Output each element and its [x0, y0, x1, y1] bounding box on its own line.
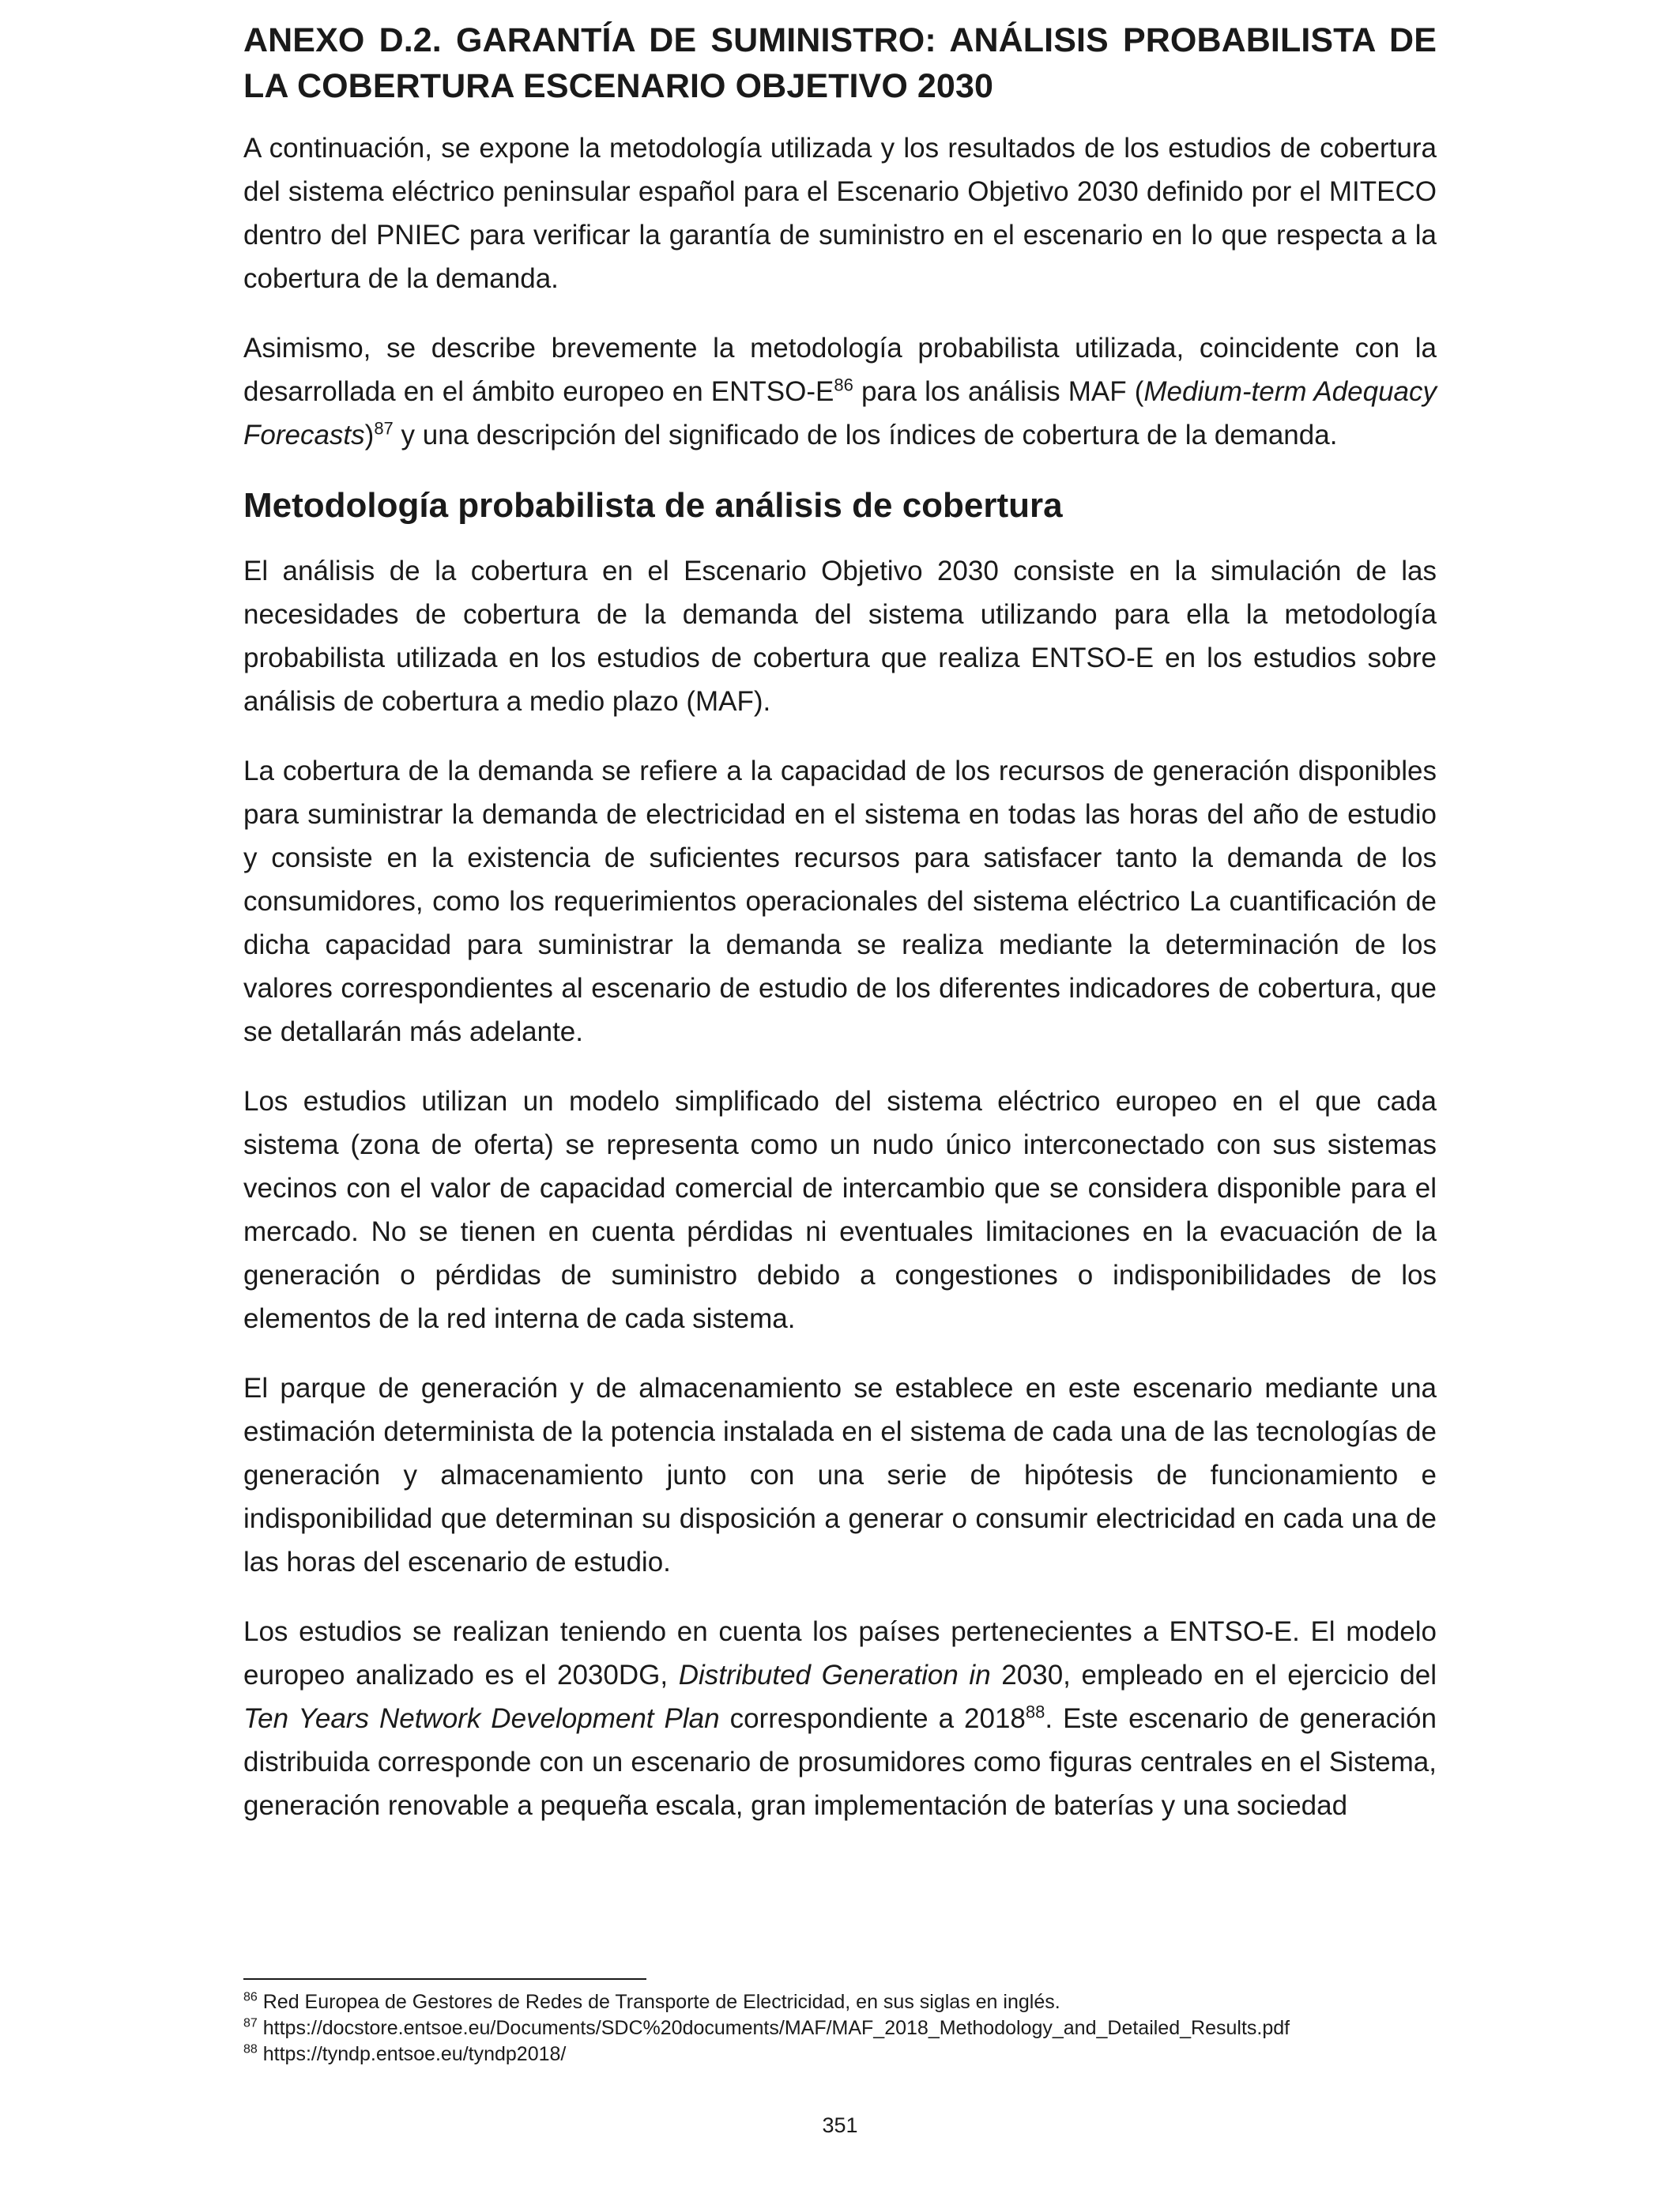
footnotes — [243, 1978, 1437, 2068]
analysis-paragraph: El análisis de la cobertura en el Escenario Objetivo 2030 consiste en la simulación de las necesidades de cobertura de la demanda del sistema utilizando para ella la metodología probabilista utilizada en los estudios de cobertura que realiza ENTSO-E en los estudios sobre análisis de cobertura a medio plazo (MAF). — [243, 556, 1437, 717]
text-run: . Este escenario de generación distribuida corresponde con un escenario de prosumidores como figuras centrales en el Sistema, generación renovable a pequeña escala, gran implementación de baterías y una sociedad — [243, 1703, 1437, 1821]
footnote-ref-88[interactable]: 88 — [1025, 1702, 1045, 1722]
intro-paragraph: A continuación, se expone la metodología utilizada y los resultados de los estudios de cobertura del sistema eléctrico peninsular español para el Escenario Objetivo 2030 definido por el MITECO dentro del PNIEC para verificar la garantía de suministro en el escenario en lo que respecta a la cobertura de la demanda. — [243, 133, 1437, 294]
page-content — [243, 17, 1437, 1853]
italic-term: Medium-term Adequacy Forecasts — [243, 376, 1437, 450]
section-title: Metodología probabilista de análisis de cobertura — [243, 486, 1063, 525]
scenario-paragraph — [243, 1610, 1437, 1827]
text-run: ) — [364, 420, 375, 450]
page-number: 351 — [822, 2113, 858, 2137]
coverage-definition-paragraph: La cobertura de la demanda se refiere a la capacidad de los recursos de generación disponibles para suministrar la demanda de electricidad en el sistema en todas las horas del año de estudio y consiste en la existencia de suficientes recursos para satisfacer tanto la demanda de los consumidores, como los requerimientos operacionales del sistema eléctrico La cuantificación de dicha capacidad para suministrar la demanda se realiza mediante la determinación de los valores correspondientes al escenario de estudio de los diferentes indicadores de cobertura, que se detallarán más adelante. — [243, 756, 1437, 1047]
footnote-link[interactable]: https://docstore.entsoe.eu/Documents/SDC%20documents/MAF/MAF_2018_Methodology_and_Detailed_Results.pdf — [257, 2017, 1290, 2039]
methodology-intro-paragraph — [243, 326, 1437, 457]
footnote-number: 88 — [243, 2042, 258, 2056]
annex-title: ANEXO D.2. GARANTÍA DE SUMINISTRO: ANÁLISIS PROBABILISTA DE LA COBERTURA ESCENARIO OBJETIVO 2030 — [243, 21, 1437, 105]
text-run: y una descripción del significado de los índices de cobertura de la demanda. — [393, 420, 1338, 450]
italic-term: Ten Years Network Development Plan — [243, 1703, 720, 1734]
footnote-text: Red Europea de Gestores de Redes de Transporte de Electricidad, en sus siglas en inglés. — [257, 1991, 1060, 2013]
italic-term: Distributed Generation in — [678, 1660, 991, 1691]
footnote-number: 86 — [243, 1990, 258, 2004]
footnote-divider — [243, 1978, 646, 1980]
footnote-ref-86[interactable]: 86 — [834, 375, 853, 395]
generation-park-paragraph: El parque de generación y de almacenamiento se establece en este escenario mediante una estimación determinista de la potencia instalada en el sistema de cada una de las tecnologías de generación y almacenamiento junto con una serie de hipótesis de funcionamiento e indisponibilidad que determinan su disposición a generar o consumir electricidad en cada una de las horas del escenario de estudio. — [243, 1373, 1437, 1578]
text-run: Asimismo, se describe brevemente la metodología probabilista utilizada, coincidente con la desarrollada en el ámbito europeo en ENTSO-E — [243, 333, 1437, 407]
model-paragraph: Los estudios utilizan un modelo simplificado del sistema eléctrico europeo en el que cada sistema (zona de oferta) se representa como un nudo único interconectado con sus sistemas vecinos con el valor de capacidad comercial de intercambio que se considera disponible para el mercado. No se tienen en cuenta pérdidas ni eventuales limitaciones en la evacuación de la generación o pérdidas de suministro debido a congestiones o indisponibilidades de los elementos de la red interna de cada sistema. — [243, 1086, 1437, 1334]
text-run: correspondiente a 2018 — [719, 1703, 1026, 1734]
footnote-ref-87[interactable]: 87 — [374, 418, 394, 439]
footnote-88 — [243, 2041, 1437, 2068]
text-run: para los análisis MAF ( — [853, 376, 1144, 407]
footnote-link[interactable]: https://tyndp.entsoe.eu/tyndp2018/ — [257, 2043, 567, 2065]
text-run: Los estudios se realizan teniendo en cuenta los países pertenecientes a ENTSO-E. El modelo europeo analizado es el 2030DG, — [243, 1616, 1437, 1691]
footnote-86 — [243, 1989, 1437, 2015]
footnote-number: 87 — [243, 2016, 258, 2030]
text-run: 2030, empleado en el ejercicio del — [990, 1660, 1437, 1691]
footnote-87 — [243, 2015, 1437, 2041]
